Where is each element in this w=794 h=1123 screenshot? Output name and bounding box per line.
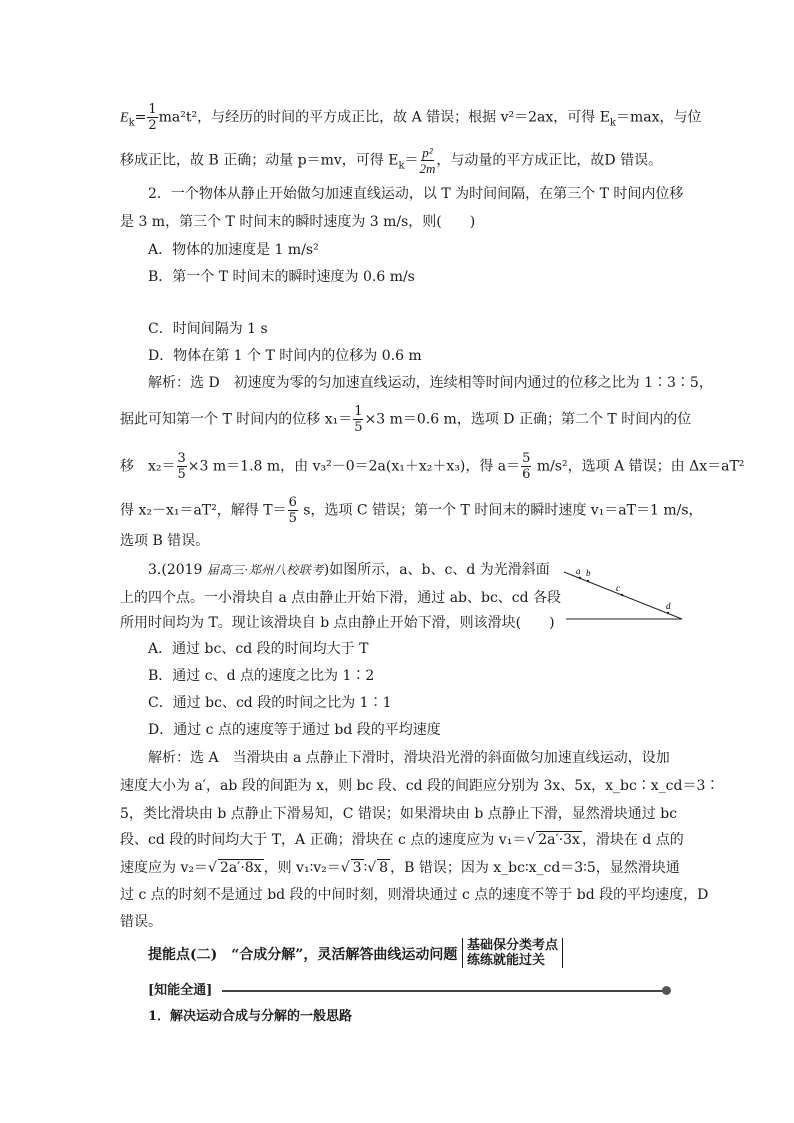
solution-line [120, 146, 662, 175]
section-divider [222, 990, 666, 992]
frac-den: 2m [419, 161, 436, 176]
solution-line [120, 405, 691, 434]
option-c: C．时间间隔为 1 s [148, 321, 268, 337]
section-tag-line2: 练练就能过关 [467, 953, 546, 968]
text: ma²t²，与经历的时间的平方成正比，故 A 错误；根据 v²＝2ax，可得 E [158, 109, 610, 126]
sqrt-body: 3 [352, 860, 362, 876]
solution-line: 速度大小为 a′，ab 段的间距为 x，则 bc 段、cd 段的间距应分别为 3x、5x，x_bc∶x_cd＝3∶ [120, 778, 720, 794]
section-title-text: 提能点(二) “合成分解”，灵活解答曲线运动问题 [148, 947, 458, 963]
text: ×3 m＝0.6 m，选项 D 正确；第二个 T 时间内的位 [364, 411, 692, 428]
equals: ＝ [404, 152, 419, 169]
sqrt-sign: √ [526, 832, 536, 848]
sqrt-body: 2a′·8x [219, 860, 262, 876]
text: ，B 错误；因为 x_bc∶x_cd＝3∶5，显然滑块通 [390, 860, 680, 876]
solution-line [120, 831, 684, 849]
text: 据此可知第一个 T 时间内的位移 x₁＝ [120, 411, 353, 428]
section-tag-box [462, 938, 563, 968]
text: 移成正比，故 B 正确；动量 p＝mv，可得 E [120, 152, 399, 169]
sqrt-sign: √ [367, 860, 377, 876]
solution-line: 选项 B 错误。 [120, 533, 210, 549]
frac-num: p² [422, 145, 433, 160]
frac-den: 2 [148, 118, 157, 133]
point-c [621, 594, 623, 596]
equals: = [134, 109, 147, 126]
subscript: k [128, 117, 135, 129]
option-b: B．通过 c、d 点的速度之比为 1∶2 [148, 668, 375, 684]
frac-den: 5 [288, 511, 297, 526]
frac-num: 1 [148, 102, 157, 117]
source-tag: 届高三·郑州八校联考 [206, 563, 324, 577]
question-3-stem: 上的四个点。一小滑块自 a 点由静止开始下滑，通过 ab、bc、cd 各段 [120, 590, 562, 606]
text: ∶ [363, 860, 368, 876]
point-b [587, 580, 589, 582]
text: ，与动量的平方成正比，故D 错误。 [436, 152, 663, 169]
option-d: D．物体在第 1 个 T 时间内的位移为 0.6 m [148, 348, 422, 364]
fraction [521, 452, 531, 481]
text: s，选项 C 错误；第一个 T 时间末的瞬时速度 v₁＝aT＝1 m/s， [298, 502, 703, 519]
fraction [147, 103, 157, 132]
section-title [148, 946, 457, 964]
frac-num: 1 [354, 404, 363, 419]
fraction [288, 496, 298, 525]
question-2-stem: 是 3 m，第三个 T 时间末的瞬时速度为 3 m/s，则( ) [120, 214, 476, 230]
solution-line [120, 103, 702, 132]
subscript-k: k [609, 117, 616, 129]
option-b: B．第一个 T 时间末的瞬时速度为 0.6 m/s [148, 269, 415, 285]
frac-num: 6 [288, 495, 297, 510]
text: ，滑块在 d 点的 [581, 832, 684, 848]
energy-symbol: E [120, 110, 129, 126]
solution-line: 错误。 [120, 914, 162, 930]
text: ×3 m＝1.8 m，由 v₃²－0＝2a(x₁＋x₂＋x₃)，得 a＝ [187, 458, 521, 475]
question-3-stem [148, 561, 550, 579]
fraction [420, 146, 436, 175]
label-d: d [666, 601, 671, 611]
frac-den: 5 [177, 467, 186, 482]
question-3-stem: 所用时间均为 T。现让该滑块自 b 点由静止开始下滑，则该滑块( ) [120, 615, 555, 631]
fraction [177, 452, 187, 481]
fraction [353, 405, 363, 434]
frac-den: 6 [522, 467, 531, 482]
question-2-stem: 2．一个物体从静止开始做匀加速直线运动，以 T 为时间间隔，在第三个 T 时间内位移 [148, 186, 684, 202]
solution-line [120, 859, 680, 877]
option-d: D．通过 c 点的速度等于通过 bd 段的平均速度 [148, 722, 441, 738]
label-c: c [616, 583, 620, 593]
text: 速度应为 v₂＝ [120, 860, 208, 876]
text: 3.(2019 [148, 562, 207, 578]
text: ＝max，与位 [615, 109, 702, 126]
solution-line: 过 c 点的时刻不是通过 bd 段的中间时刻，则滑块通过 c 点的速度不等于 bd 段的平均速度，D [120, 887, 709, 903]
text: ，则 v₁∶v₂＝ [263, 860, 341, 876]
text: m/s²，选项 A 错误；由 Δx＝aT² [532, 458, 745, 475]
point-a [579, 577, 581, 579]
point-d [667, 612, 669, 614]
frac-den: 5 [354, 420, 363, 435]
sqrt-body: 2a′·3x [538, 832, 580, 848]
text: 段、cd 段的时间均大于 T，A 正确；滑块在 c 点的速度应为 v₁＝ [120, 832, 527, 848]
text: )如图所示，a、b、c、d 为光滑斜面 [323, 562, 550, 578]
solution-line: 解析：选 D 初速度为零的匀加速直线运动，连续相等时间内通过的位移之比为 1∶3∶5， [148, 375, 713, 391]
text: 移 x₂＝ [120, 458, 176, 475]
divider-dot [662, 986, 671, 995]
sqrt-body: 8 [379, 860, 389, 876]
section-tag-line1: 基础保分类考点 [467, 938, 559, 953]
subscript-k: k [398, 160, 405, 172]
solution-line [120, 452, 744, 481]
option-a: A．通过 bc、cd 段的时间均大于 T [148, 641, 369, 657]
option-a: A．物体的加速度是 1 m/s² [148, 242, 319, 258]
option-c: C．通过 bc、cd 段的时间之比为 1∶1 [148, 695, 392, 711]
frac-num: 5 [522, 451, 531, 466]
list-item: 1．解决运动合成与分解的一般思路 [148, 1009, 353, 1024]
knowledge-label: [知能全通] [148, 983, 213, 998]
solution-line: 解析：选 A 当滑块由 a 点静止下滑时，滑块沿光滑的斜面做匀加速直线运动，设加 [148, 750, 670, 766]
incline-figure [560, 560, 690, 624]
label-b: b [586, 568, 591, 578]
sqrt-sign: √ [207, 860, 217, 876]
frac-num: 3 [177, 451, 186, 466]
sqrt-sign: √ [340, 860, 350, 876]
text: 得 x₂－x₁＝aT²，解得 T＝ [120, 502, 287, 519]
solution-line: 5，类比滑块由 b 点静止下滑易知，C 错误；如果滑块由 b 点静止下滑，显然滑块通过 bc [120, 806, 678, 822]
solution-line [120, 496, 703, 525]
label-a: a [576, 566, 581, 576]
